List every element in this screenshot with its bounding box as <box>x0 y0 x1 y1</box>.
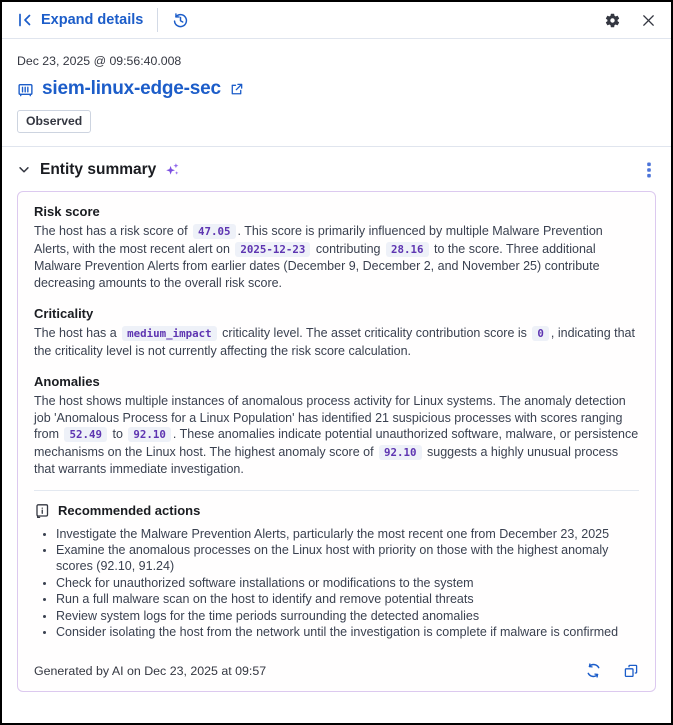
refresh-icon <box>585 662 602 679</box>
open-host-details-button[interactable] <box>229 82 244 97</box>
risk-score-paragraph: The host has a risk score of 47.05 . This score is primarily influenced by multiple Malware Prevention Alerts, with the most recent alert on 2025-12-23 contributing 28.16 to the score. Three additional Malware Prevention Alerts from earlier dates (December 9, December 2, and November 25) contribute decreasing amounts to the overall risk score. <box>34 224 603 290</box>
criticality-paragraph: The host has a medium_impact criticality level. The asset criticality contribution score is 0 , indicating that the criticality level is not currently affecting the risk score calculation. <box>34 326 635 358</box>
criticality-heading: Criticality <box>34 306 94 321</box>
entity-summary-panel <box>17 191 656 692</box>
recommended-action-item: • Check for unauthorized software installations or modifications to the system <box>56 575 639 591</box>
inline-code-value: 52.49 <box>64 427 107 442</box>
anomalies-heading: Anomalies <box>34 374 100 389</box>
three-dots-vertical-icon <box>642 161 656 179</box>
storage-icon <box>17 81 34 98</box>
recommended-action-item: • Investigate the Malware Prevention Alerts, particularly the most recent one from December 23, 2025 <box>56 526 639 542</box>
inline-code-value: medium_impact <box>122 326 217 341</box>
recommended-action-item: • Examine the anomalous processes on the Linux host with priority on those with the highest anomaly scores (92.10, 91.24) <box>56 542 639 575</box>
clock-history-icon <box>172 12 189 29</box>
entity-summary-header <box>2 147 671 179</box>
gear-icon <box>604 12 621 29</box>
arrow-start-icon <box>17 12 33 28</box>
anomalies-paragraph: The host shows multiple instances of anomalous process activity for Linux systems. The anomaly detection job 'Anomalous Process for a Linux Population' has identified 21 suspicious processes with scores ranging from 52.49 to 92.10 . These anomalies indicate potential unauthorized software, malware, or persistence mechanisms on the Linux host. The highest anomaly score of 92.10 suggests a highly unusual process that warrants immediate investigation. <box>34 394 639 476</box>
copy-icon <box>623 663 639 679</box>
panel-divider <box>34 490 639 491</box>
inline-code-value: 47.05 <box>193 224 236 239</box>
recommended-action-item: • Consider isolating the host from the network until the investigation is complete if malware is confirmed <box>56 624 639 640</box>
documentation-icon <box>34 503 50 519</box>
inline-code-value: 28.16 <box>386 242 429 257</box>
expand-details-button[interactable] <box>17 12 143 28</box>
expand-details-label: Expand details <box>41 12 144 28</box>
close-icon <box>641 13 656 28</box>
regenerate-summary-button[interactable] <box>585 662 602 679</box>
risk-score-heading: Risk score <box>34 204 100 219</box>
sparkles-icon <box>163 160 182 179</box>
entity-summary-title: Entity summary <box>40 160 157 178</box>
close-button[interactable] <box>641 13 656 28</box>
inline-code-value: 92.10 <box>128 427 171 442</box>
recommended-actions-list <box>34 526 639 641</box>
recommended-action-item: • Run a full malware scan on the host to identify and remove potential threats <box>56 591 639 607</box>
popout-icon <box>229 82 244 97</box>
settings-button[interactable] <box>604 12 621 29</box>
generated-by-ai-text: Generated by AI on Dec 23, 2025 at 09:57 <box>34 663 267 678</box>
collapse-summary-button[interactable] <box>17 163 31 177</box>
entity-header <box>2 39 671 146</box>
recommended-actions-title: Recommended actions <box>58 503 201 518</box>
copy-summary-button[interactable] <box>623 663 639 679</box>
inline-code-value: 0 <box>532 326 549 341</box>
summary-options-button[interactable] <box>642 161 656 179</box>
flyout-topbar <box>2 2 671 39</box>
recommended-action-item: • Review system logs for the time periods surrounding the detected anomalies <box>56 608 639 624</box>
host-name-link[interactable]: siem-linux-edge-sec <box>42 78 221 99</box>
inline-code-value: 92.10 <box>379 445 422 460</box>
history-button[interactable] <box>172 12 189 29</box>
chevron-down-icon <box>17 163 31 177</box>
inline-code-value: 2025-12-23 <box>235 242 310 257</box>
observed-badge: Observed <box>17 110 91 133</box>
event-timestamp: Dec 23, 2025 @ 09:56:40.008 <box>17 54 182 68</box>
topbar-divider <box>157 8 158 32</box>
